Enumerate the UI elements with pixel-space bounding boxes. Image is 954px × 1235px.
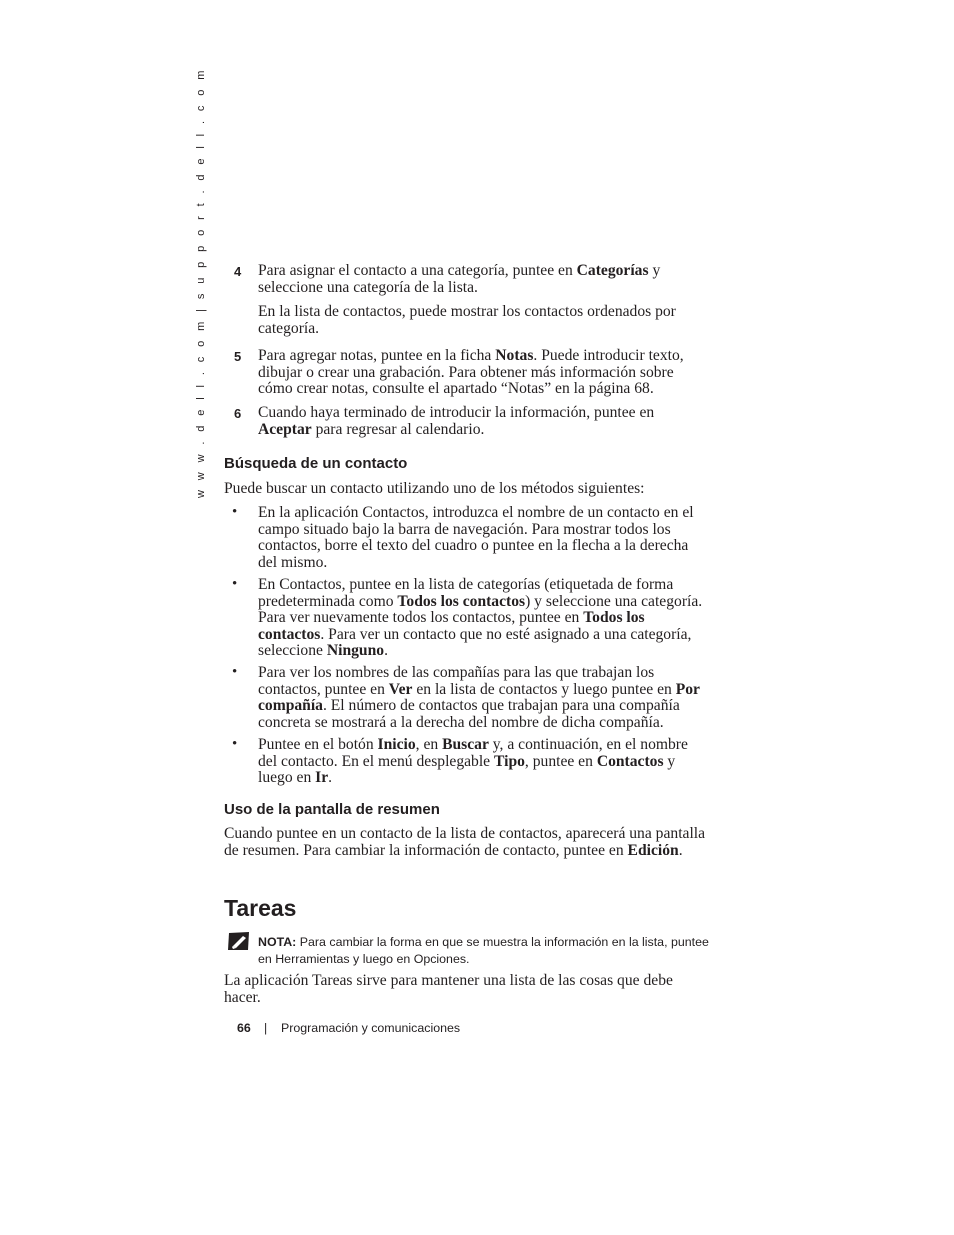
bullet-2-mark: • [232, 576, 238, 592]
footer-title: Programación y comunicaciones [281, 1021, 461, 1035]
tasks-note: NOTA: Para cambiar la forma en que se muestra la información en la lista, puntee en Herramientas y luego en Opciones. [258, 935, 709, 966]
step-5-text: Para agregar notas, puntee en la ficha Notas. Puede introducir texto, dibujar o crear una grabación. Para obtener más información sobre cómo crear notas, consulte el apartado “Notas” en la página 68. [258, 347, 684, 398]
bullet-1-text: En la aplicación Contactos, introduzca el nombre de un contacto en el campo situado bajo la barra de navegación. Para mostrar todos los contactos, borre el texto del cuadro o puntee en la flecha a la derecha del mismo. [258, 504, 694, 571]
bullet-4-text: Puntee en el botón Inicio, en Buscar y, a continuación, en el nombre del contacto. En el menú desplegable Tipo, puntee en Contactos y luego en Ir. [258, 736, 688, 787]
tasks-heading: Tareas [224, 895, 297, 921]
search-heading: Búsqueda de un contacto [224, 455, 408, 472]
footer-separator: | [264, 1021, 268, 1035]
tasks-text: La aplicación Tareas sirve para mantener una lista de las cosas que debe hacer. [224, 972, 673, 1006]
bullet-2-text: En Contactos, puntee en la lista de categorías (etiquetada de forma predeterminada como Todos los contactos) y seleccione una categoría. Para ver nuevamente todos los contactos, puntee en Todos los contactos. Para ver un contacto que no esté asignado a una categoría, seleccione Ninguno. [258, 576, 703, 660]
step-4-text: Para asignar el contacto a una categoría, puntee en Categorías y seleccione una categoría de la lista. [258, 262, 661, 296]
bullet-3-mark: • [232, 664, 238, 680]
step-4-number: 4 [234, 264, 242, 279]
step-4-note: En la lista de contactos, puede mostrar los contactos ordenados por categoría. [258, 303, 676, 337]
summary-heading: Uso de la pantalla de resumen [224, 801, 440, 818]
page-number: 66 [237, 1021, 251, 1035]
search-intro: Puede buscar un contacto utilizando uno de los métodos siguientes: [224, 480, 645, 497]
step-6-number: 6 [234, 406, 242, 421]
step-5-number: 5 [234, 349, 242, 364]
side-url: w w w . d e l l . c o m | s u p p o r t . d e l l . c o m [195, 67, 207, 498]
bullet-3-text: Para ver los nombres de las compañías para las que trabajan los contactos, puntee en Ver en la lista de contactos y luego puntee en Por compañía. El número de contactos que trabajan para una compañía concreta se mostrará a la derecha del nombre de dicha compañía. [258, 664, 700, 731]
step-6-text: Cuando haya terminado de introducir la información, puntee en Aceptar para regresar al calendario. [258, 404, 655, 438]
note-pencil-icon [227, 931, 251, 951]
summary-text: Cuando puntee en un contacto de la lista de contactos, aparecerá una pantalla de resumen. Para cambiar la información de contacto, puntee en Edición. [224, 825, 706, 859]
bullet-1-mark: • [232, 504, 238, 520]
bullet-4-mark: • [232, 736, 238, 752]
